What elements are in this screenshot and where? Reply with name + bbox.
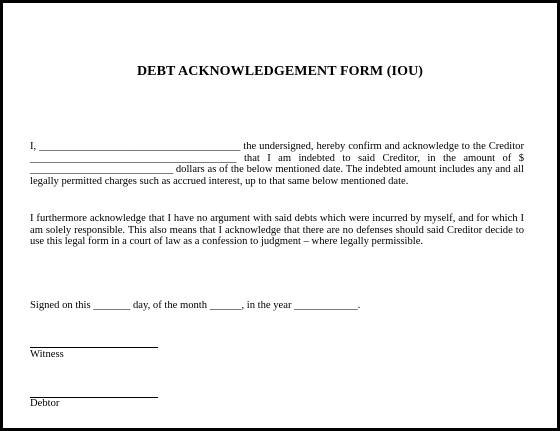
witness-signature-line xyxy=(30,347,158,348)
responsibility-paragraph: I furthermore acknowledge that I have no argument with said debts which were incurred by myself, and for which I am solely responsible. This also means that I acknowledge that there are no defenses should said Creditor decide to use this legal form in a court of law as a confession to judgment – where legally permissible. xyxy=(30,213,524,248)
form-title: DEBT ACKNOWLEDGEMENT FORM (IOU) xyxy=(136,64,424,79)
signed-on-line: Signed on this _______ day, of the month ______, in the year ____________. xyxy=(30,300,361,311)
acknowledgement-paragraph: I, ______________________________________ the undersigned, hereby confirm and acknowledge to the Creditor _______________________________________ that I am indebted to said Creditor, in the amount of $ ___________________________ dollars as of the below mentioned date. The indebted amount includes any and all legally permitted charges such as accrued interest, up to that same below mentioned date. xyxy=(30,141,524,187)
debtor-label: Debtor xyxy=(30,398,60,409)
witness-label: Witness xyxy=(30,349,64,360)
